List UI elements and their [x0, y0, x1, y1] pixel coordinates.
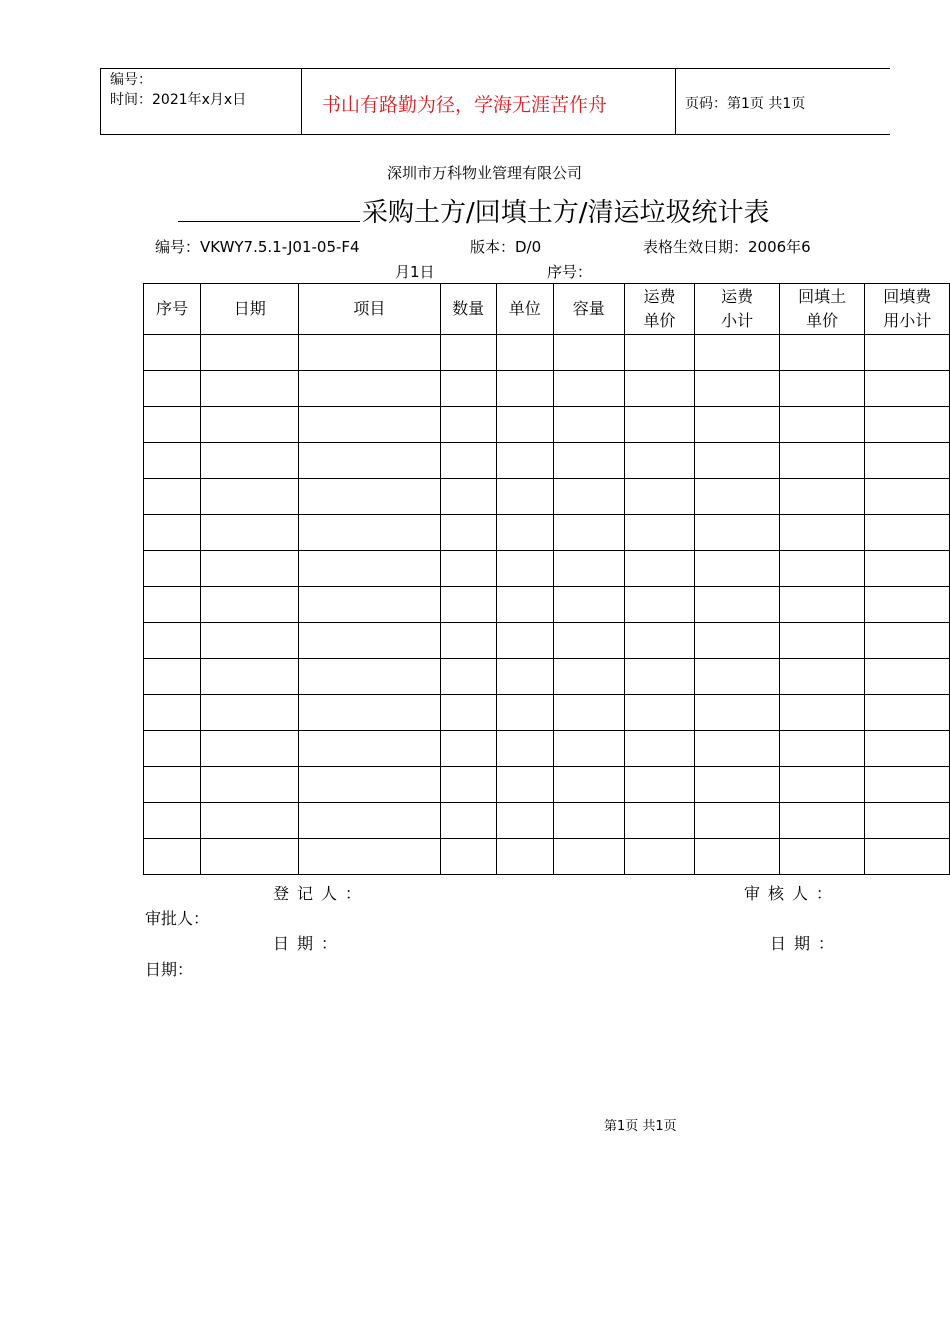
table-cell: [624, 443, 695, 479]
table-cell: [779, 335, 864, 371]
column-header: 项目: [299, 284, 440, 335]
page-number: 第1页 共1页: [604, 1119, 677, 1134]
table-cell: [624, 731, 695, 767]
column-header: 容量: [553, 284, 624, 335]
table-cell: [779, 767, 864, 803]
table-cell: [624, 515, 695, 551]
table-cell: [624, 551, 695, 587]
column-header: 单位: [496, 284, 553, 335]
table-cell: [201, 551, 299, 587]
table-cell: [299, 659, 440, 695]
table-cell: [624, 335, 695, 371]
table-cell: [865, 587, 950, 623]
registrar-label: 登记人：: [273, 884, 370, 903]
table-cell: [299, 623, 440, 659]
table-cell: [779, 407, 864, 443]
header-divider: [301, 68, 302, 135]
table-row: [144, 407, 950, 443]
table-cell: [695, 335, 780, 371]
table-cell: [779, 371, 864, 407]
table-cell: [624, 371, 695, 407]
statistics-table: [143, 283, 950, 875]
table-cell: [865, 695, 950, 731]
table-cell: [695, 587, 780, 623]
table-cell: [496, 407, 553, 443]
reviewer-date-label: 日期：: [770, 934, 843, 953]
table-cell: [695, 839, 780, 875]
table-cell: [299, 443, 440, 479]
table-cell: [144, 767, 201, 803]
table-cell: [299, 803, 440, 839]
table-cell: [779, 515, 864, 551]
table-cell: [496, 767, 553, 803]
table-cell: [865, 371, 950, 407]
approver-date-label: 日期：: [145, 960, 194, 979]
table-cell: [553, 407, 624, 443]
table-cell: [865, 515, 950, 551]
motto-text: 书山有路勤为径，学海无涯苦作舟: [322, 94, 608, 116]
table-cell: [695, 407, 780, 443]
table-cell: [201, 731, 299, 767]
table-row: [144, 731, 950, 767]
table-cell: [496, 695, 553, 731]
table-cell: [299, 767, 440, 803]
table-cell: [553, 731, 624, 767]
table-cell: [496, 623, 553, 659]
table-cell: [144, 515, 201, 551]
table-row: [144, 443, 950, 479]
table-row: [144, 659, 950, 695]
table-cell: [201, 659, 299, 695]
form-version: 版本：D/0: [470, 238, 542, 256]
table-cell: [624, 623, 695, 659]
table-cell: [440, 839, 496, 875]
table-cell: [440, 623, 496, 659]
table-cell: [624, 407, 695, 443]
table-cell: [144, 551, 201, 587]
table-cell: [865, 443, 950, 479]
table-cell: [299, 839, 440, 875]
table-cell: [624, 659, 695, 695]
table-cell: [553, 839, 624, 875]
table-cell: [496, 731, 553, 767]
table-cell: [553, 443, 624, 479]
table-cell: [496, 335, 553, 371]
table-cell: [201, 623, 299, 659]
title-blank-underline: [178, 221, 360, 222]
effective-date-cont: 月1日: [395, 263, 435, 281]
serial-label: 序号：: [547, 263, 593, 281]
table-cell: [865, 623, 950, 659]
table-cell: [779, 443, 864, 479]
table-cell: [553, 623, 624, 659]
table-cell: [695, 767, 780, 803]
table-row: [144, 623, 950, 659]
table-cell: [201, 335, 299, 371]
table-cell: [299, 515, 440, 551]
table-row: [144, 695, 950, 731]
table-row: [144, 515, 950, 551]
table-row: [144, 839, 950, 875]
table-cell: [695, 443, 780, 479]
table-cell: [695, 803, 780, 839]
table-cell: [779, 587, 864, 623]
table-cell: [440, 407, 496, 443]
company-name: 深圳市万科物业管理有限公司: [387, 164, 583, 182]
table-cell: [144, 659, 201, 695]
table-cell: [624, 695, 695, 731]
form-code: 编号：VKWY7.5.1-J01-05-F4: [155, 238, 360, 256]
table-cell: [865, 551, 950, 587]
table-cell: [865, 407, 950, 443]
table-cell: [201, 839, 299, 875]
column-header: 运费 小计: [695, 284, 780, 335]
column-header: 数量: [440, 284, 496, 335]
table-row: [144, 803, 950, 839]
reviewer-label: 审核人：: [744, 884, 841, 903]
table-cell: [624, 479, 695, 515]
table-cell: [865, 335, 950, 371]
table-cell: [779, 839, 864, 875]
table-cell: [496, 371, 553, 407]
table-cell: [201, 443, 299, 479]
table-cell: [299, 335, 440, 371]
table-cell: [299, 371, 440, 407]
table-cell: [299, 695, 440, 731]
table-cell: [496, 551, 553, 587]
table-cell: [624, 587, 695, 623]
table-cell: [779, 803, 864, 839]
table-cell: [865, 659, 950, 695]
table-cell: [865, 803, 950, 839]
table-cell: [144, 335, 201, 371]
table-row: [144, 767, 950, 803]
table-cell: [144, 623, 201, 659]
table-cell: [201, 803, 299, 839]
table-cell: [695, 731, 780, 767]
table-cell: [553, 659, 624, 695]
table-cell: [553, 551, 624, 587]
registrar-date-label: 日期：: [273, 934, 346, 953]
column-header: 回填费 用小计: [865, 284, 950, 335]
time-label: 时间：2021年x月x日: [110, 92, 247, 108]
table-cell: [299, 407, 440, 443]
table-cell: [695, 371, 780, 407]
form-title: 采购土方/回填土方/清运垃圾统计表: [362, 198, 770, 228]
table-cell: [624, 767, 695, 803]
table-cell: [299, 479, 440, 515]
table-cell: [695, 515, 780, 551]
approver-label: 审批人：: [145, 909, 210, 928]
table-cell: [553, 371, 624, 407]
table-cell: [779, 623, 864, 659]
table-cell: [496, 803, 553, 839]
table-cell: [496, 443, 553, 479]
table-cell: [144, 803, 201, 839]
table-cell: [695, 479, 780, 515]
table-cell: [553, 803, 624, 839]
column-header: 运费 单价: [624, 284, 695, 335]
table-cell: [440, 767, 496, 803]
table-cell: [299, 731, 440, 767]
table-cell: [779, 551, 864, 587]
table-cell: [779, 731, 864, 767]
page-info: 页码：第1页 共1页: [685, 96, 806, 112]
table-cell: [624, 839, 695, 875]
table-body: [144, 335, 950, 875]
table-cell: [201, 407, 299, 443]
table-cell: [144, 695, 201, 731]
table-row: [144, 587, 950, 623]
table-row: [144, 551, 950, 587]
header-divider: [675, 68, 676, 135]
table-cell: [440, 803, 496, 839]
table-cell: [299, 587, 440, 623]
table-cell: [496, 659, 553, 695]
table-cell: [440, 443, 496, 479]
table-cell: [624, 803, 695, 839]
table-cell: [496, 839, 553, 875]
table-row: [144, 335, 950, 371]
table-cell: [695, 623, 780, 659]
table-cell: [201, 515, 299, 551]
table-cell: [201, 371, 299, 407]
table-cell: [201, 767, 299, 803]
table-cell: [865, 839, 950, 875]
table-cell: [201, 479, 299, 515]
table-cell: [865, 767, 950, 803]
table-cell: [440, 515, 496, 551]
table-cell: [144, 731, 201, 767]
table-cell: [440, 587, 496, 623]
table-cell: [695, 659, 780, 695]
table-cell: [865, 731, 950, 767]
table-cell: [144, 839, 201, 875]
table-cell: [779, 479, 864, 515]
table-cell: [695, 695, 780, 731]
table-cell: [299, 551, 440, 587]
table-cell: [144, 371, 201, 407]
table-cell: [553, 695, 624, 731]
table-cell: [695, 551, 780, 587]
doc-number-label: 编号：: [110, 72, 152, 88]
table-cell: [144, 443, 201, 479]
table-row: [144, 371, 950, 407]
table-cell: [440, 335, 496, 371]
table-cell: [144, 587, 201, 623]
table-cell: [553, 335, 624, 371]
table-cell: [553, 515, 624, 551]
table-header-row: [144, 284, 950, 335]
table-cell: [553, 479, 624, 515]
effective-date: 表格生效日期：2006年6: [643, 238, 811, 256]
table-cell: [440, 371, 496, 407]
column-header: 回填土 单价: [779, 284, 864, 335]
table-row: [144, 479, 950, 515]
table-cell: [201, 587, 299, 623]
table-cell: [496, 587, 553, 623]
table-cell: [440, 731, 496, 767]
table-cell: [865, 479, 950, 515]
table-cell: [779, 695, 864, 731]
table-cell: [144, 479, 201, 515]
table-cell: [440, 551, 496, 587]
table-cell: [144, 407, 201, 443]
table-cell: [553, 767, 624, 803]
column-header: 日期: [201, 284, 299, 335]
table-cell: [440, 659, 496, 695]
table-cell: [496, 515, 553, 551]
table-cell: [440, 695, 496, 731]
table-cell: [440, 479, 496, 515]
column-header: 序号: [144, 284, 201, 335]
table-cell: [496, 479, 553, 515]
table-cell: [779, 659, 864, 695]
table-cell: [553, 587, 624, 623]
table-cell: [201, 695, 299, 731]
